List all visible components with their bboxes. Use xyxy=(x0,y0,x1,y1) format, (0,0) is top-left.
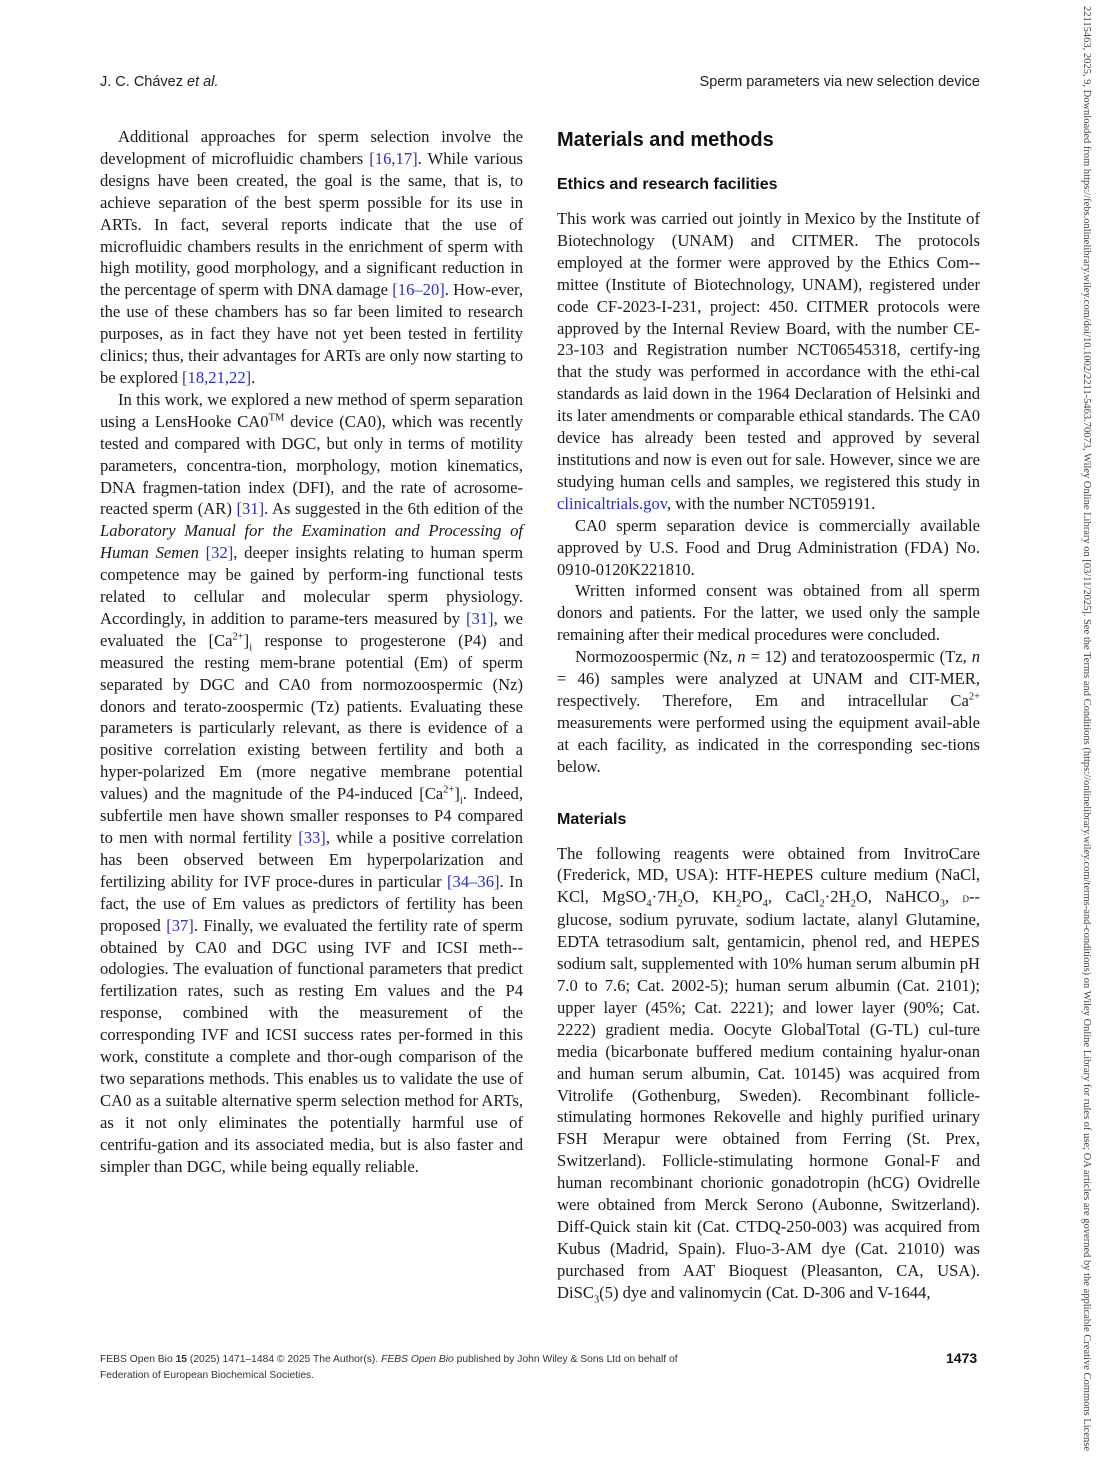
paragraph-samples: Normozoospermic (Nz, n = 12) and teratozoospermic (Tz, n = 46) samples were analyzed at UNAM and CIT-MER, respectively. Therefore, Em and intracellular $Ca^{2+}$ measurements were performed using the equipment avail-able at each facility, as indicated in the corresponding sec-tions below. xyxy=(557,647,980,776)
manual-title: Laboratory Manual for the Examination and Processing of Human Semen xyxy=(100,521,523,563)
left-column xyxy=(100,126,523,1178)
trademark-symbol: TM xyxy=(268,412,285,424)
running-head-authors xyxy=(100,74,218,90)
paragraph-microfluidic: Additional approaches for sperm selection involve the development of microfluidic chambers [16,17]. While various designs have been created, the goal is the same, that is, to achieve separation of the best sperm possible for its use in ARTs. In fact, several reports indicate that the use of microfluidic chambers results in the enrichment of sperm with high motility, good morphology, and a significant reduction in the percentage of sperm with DNA damage [16–20]. How-ever, the use of these chambers has so far been limited to research purposes, as in fact they have not yet been tested in fertility clinics; thus, their advantages for ARTs are only now starting to be explored [18,21,22]. xyxy=(100,127,524,387)
paragraph-fda: CA0 sperm separation device is commercially available approved by U.S. Food and Drug Administration (FDA) No. 0910-0120K221810. xyxy=(557,515,980,579)
citation-link[interactable]: [33] xyxy=(298,828,326,847)
paragraph-this-work: In this work, we explored a new method of sperm separation using a LensHooke CA0™ device (CA0), which was recently tested and compared with DGC, but only in terms of motility parameters, concentra-tion, morphology, motion kinematics, DNA fragmen-tation index (DFI), and the rate of acrosome-reacted sperm (AR) [31]. As suggested in the 6th edition of the Laboratory Manual for the Examination and Processing of Human Semen [32], deeper insights relating to human sperm competence may be gained by perform-ing functional tests related to cellular and molecular sperm physiology. Accordingly, in addition to parame-ters measured by [31], we evaluated the $[Ca^{2+}]_i$ response to progesterone (P4) and measured the resting mem-brane potential (Em) of sperm separated by DGC and CA0 from normozoospermic (Nz) donors and terato-zoospermic (Tz) patients. Evaluating these parameters is particularly relevant, as there is evidence of a positive correlation existing between fertility and both a hyper-polarized Em (more negative membrane potential values) and the magnitude of the P4-induced $[Ca^{2+}]_i$. Indeed, subfertile men have shown smaller responses to P4 compared to men with normal fertility [33], while a positive correlation has been observed between Em hyperpolarization and fertilizing ability for IVF proce-dures in particular [34–36]. In fact, the use of Em values as predictors of fertility has been proposed [37]. Finally, we evaluated the fertility rate of sperm obtained by CA0 and DGC using IVF and ICSI meth-odologies. The evaluation of functional parameters that predict fertilization rates, such as resting Em values and the P4 response, combined with the measurement of the corresponding IVF and ICSI success rates per-formed in this work, constitute a complete and thor-ough comparison of the two separations methods. This enables us to validate the use of CA0 as a suitable alternative sperm selection method for ARTs, as it not only eliminates the potentially harmful use of centrifu-gation and its associated media, but is also faster and simpler than DGC, while being equally reliable. xyxy=(100,389,524,1176)
paragraph-reagents: The following reagents were obtained from InvitroCare (Frederick, MD, USA): HTF-HEPES culture medium (NaCl, KCl, $MgSO_4\cdot 7H_2O$, $KH_2PO_4$, $CaCl_2\cdot 2H_2O$, NaHCO$_3$, d-glucose, sodium pyruvate, sodium lactate, alanyl Glutamine, EDTA tetrasodium salt, gentamicin, phenol red, and HEPES sodium salt, supplemented with 10% human serum albumin pH 7.0 to 7.6; Cat. 2002-5); human serum albumin (Cat. 2101); upper layer (45%; Cat. 2221); and lower layer (90%; Cat. 2222) gradient media. Oocyte GlobalTotal (G-TL) cul-ture media (bicarbonate buffered medium containing hyalur-onan and human serum albumin, Cat. 10145) was acquired from Vitrolife (Gothenburg, Sweden). Recombinant follicle-stimulating hormones Rekovelle and highly purified urinary FSH Merapur were obtained from Ferring (St. Prex, Switzerland). Follicle-stimulating hormone Gonal-F and human recombinant chorionic gonadotropin (hCG) Ovidrelle were obtained from Merck Serono (Aubonne, Switzerland). Diff-Quick stain kit (Cat. CTDQ-250-003) was acquired from Kubus (Madrid, Spain). Fluo-3-AM dye (Cat. 21010) was purchased from AAT Bioquest (Pleasanton, CA, USA). DiSC$_3$(5) dye and valinomycin (Cat. D-306 and V-1644, xyxy=(557,843,980,1305)
author-names: J. C. Chávez xyxy=(100,74,183,90)
paragraph-ethics: This work was carried out jointly in Mexico by the Institute of Biotechnology (UNAM) and CITMER. The protocols employed at the former were approved by the Ethics Com-mittee (Institute of Biotechnology, UNAM), registered under code CF-2023-I-231, project: 450. CITMER protocols were approved by the Internal Review Board, with the number CE-23-103 and Registration number NCT06545318, certify-ing that the study was performed in accordance with the ethi-cal standards as laid down in the 1964 Declaration of Helsinki and its later amendments or comparable ethical standards. The CA0 device has already been tested and approved by several institutions and now is even out for sale. However, since we are studying human cells and samples, we registered this study in clinicaltrials.gov, with the number NCT059191. xyxy=(557,209,980,513)
footer-citation-line: FEBS Open Bio 15 (2025) 1471–1484 © 2025 The Author(s). FEBS Open Bio published by John Wiley & Sons Ltd on behalf of xyxy=(100,1354,678,1365)
section-heading-materials-methods: Materials and methods xyxy=(557,129,774,151)
citation-link[interactable]: [32] xyxy=(205,543,234,563)
paragraph-consent: Written informed consent was obtained from all sperm donors and patients. For the latter, we used only the sample remaining after their medical procedures were concluded. xyxy=(557,581,980,645)
page-footer xyxy=(100,1352,800,1384)
footer-society-line: Federation of European Biochemical Societies. xyxy=(100,1370,315,1381)
citation-link[interactable]: [34–36] xyxy=(447,871,500,891)
citation-link[interactable]: [31] xyxy=(465,608,494,628)
clinicaltrials-link[interactable]: clinicaltrials.gov xyxy=(557,493,667,513)
citation-link[interactable]: [16–20] xyxy=(392,280,445,300)
et-al: et al. xyxy=(187,74,219,90)
citation-link[interactable]: [31] xyxy=(236,499,265,519)
page-number: 1473 xyxy=(946,1350,978,1366)
right-column xyxy=(557,126,980,1304)
running-head-title: Sperm parameters via new selection device xyxy=(699,74,980,90)
download-watermark: 22115463, 2025, 9, Downloaded from https://febs.onlinelibrary.wiley.com/doi/10.1002/2211-5463.70073, Wiley Online Library on [03/11/2025]. See the Terms and Conditions (https://onlinelibrary.wiley.com/terms-and-conditions) on Wiley Online Library for rules of use; OA articles are governed by the applicable Creative Commons License xyxy=(1081,6,1092,1451)
citation-link[interactable]: [16,17] xyxy=(369,148,418,168)
subsection-heading-ethics: Ethics and research facilities xyxy=(557,176,778,193)
citation-link[interactable]: [37] xyxy=(166,915,194,935)
citation-link[interactable]: [18,21,22] xyxy=(182,367,252,387)
subsection-heading-materials: Materials xyxy=(557,810,627,828)
volume-number: 15 xyxy=(175,1354,188,1365)
